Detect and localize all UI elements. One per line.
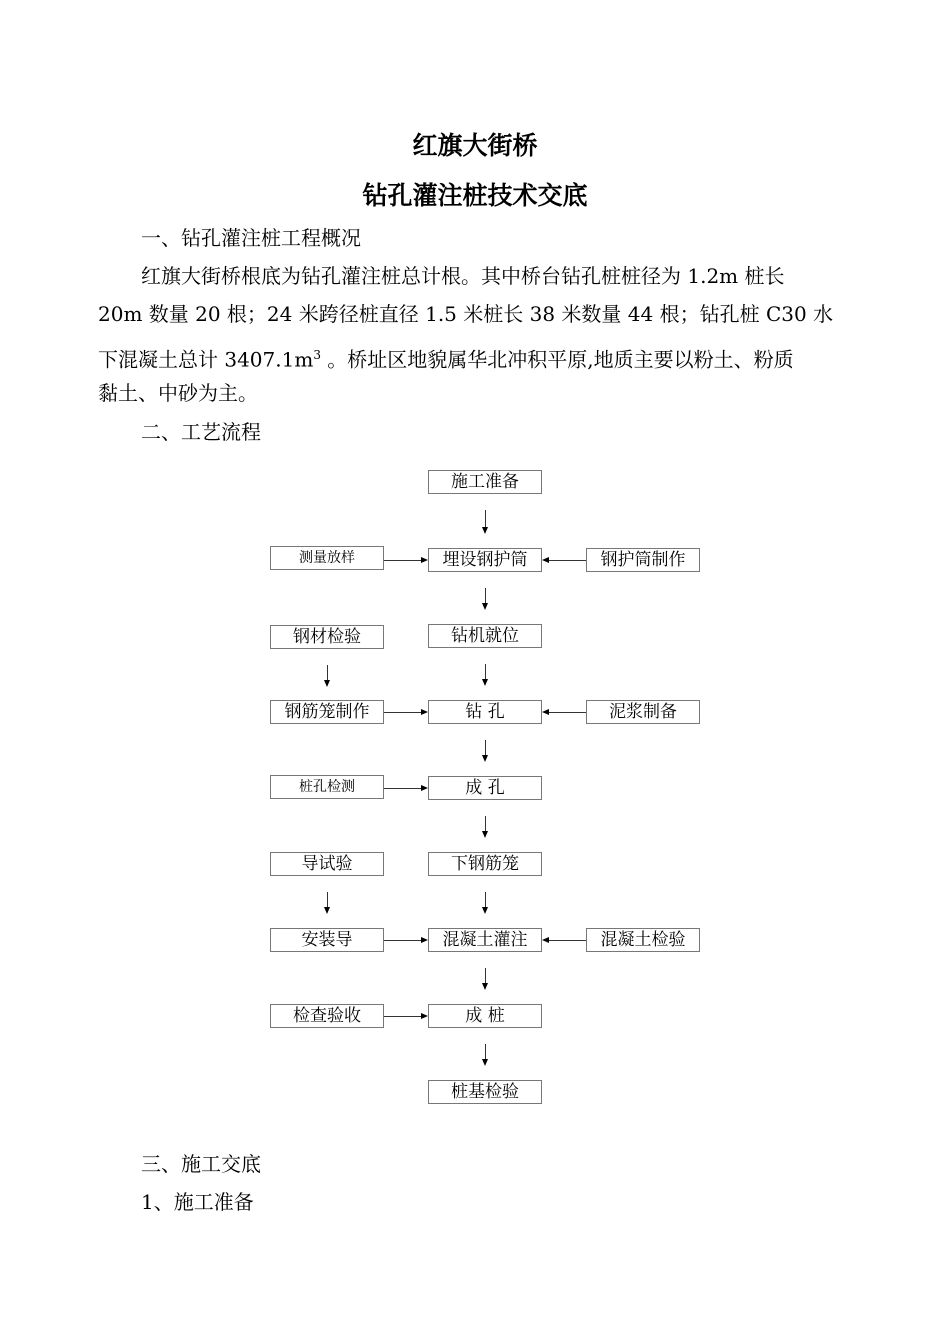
- arrow-head-down: [482, 603, 488, 610]
- section1-heading: 一、钻孔灌注桩工程概况: [141, 226, 361, 250]
- arrow-head-down: [482, 755, 488, 762]
- flow-box-rig-position: 钻机就位: [428, 624, 542, 648]
- arrow-head-down: [482, 1059, 488, 1066]
- arrow-line: [485, 892, 486, 908]
- arrow-line: [384, 1016, 422, 1017]
- paragraph-line-4: 黏土、中砂为主。: [98, 381, 258, 405]
- flow-box-drilling: 钻 孔: [428, 700, 542, 724]
- arrow-head-left: [542, 557, 549, 563]
- arrow-line: [384, 940, 422, 941]
- arrow-head-down: [324, 680, 330, 687]
- document-subtitle: 钻孔灌注桩技术交底: [362, 181, 588, 210]
- flow-box-cage-make: 钢筋笼制作: [270, 700, 384, 724]
- flow-box-steel-check: 钢材检验: [270, 625, 384, 649]
- arrow-line: [485, 816, 486, 832]
- flow-box-concrete-pour: 混凝土灌注: [428, 928, 542, 952]
- flow-box-casing-make: 钢护筒制作: [586, 548, 700, 572]
- flow-box-casing-bury: 埋设钢护筒: [428, 548, 542, 572]
- flow-box-hole-done: 成 孔: [428, 776, 542, 800]
- arrow-head-down: [482, 831, 488, 838]
- paragraph-line-1: 红旗大街桥根底为钻孔灌注桩总计根。其中桥台钻孔桩桩径为 1.2m 桩长: [141, 264, 785, 288]
- flow-box-survey: 测量放样: [270, 546, 384, 570]
- flow-box-concrete-check: 混凝土检验: [586, 928, 700, 952]
- arrow-line: [485, 588, 486, 604]
- arrow-line: [485, 510, 486, 528]
- flow-box-foundation-test: 桩基检验: [428, 1080, 542, 1104]
- arrow-head-right: [421, 937, 428, 943]
- arrow-line: [485, 664, 486, 680]
- arrow-line: [549, 940, 586, 941]
- section3-heading: 三、施工交底: [141, 1152, 261, 1176]
- arrow-head-down: [482, 907, 488, 914]
- arrow-head-down: [482, 983, 488, 990]
- flow-box-inspect-accept: 检查验收: [270, 1004, 384, 1028]
- paragraph-line-3: [98, 343, 794, 372]
- arrow-head-down: [482, 679, 488, 686]
- arrow-line: [384, 560, 422, 561]
- superscript-3: 3: [313, 348, 321, 362]
- flow-box-cage-lower: 下钢筋笼: [428, 852, 542, 876]
- subsection-1-heading: 1、施工准备: [141, 1190, 254, 1214]
- flow-box-tremie-install: 安装导: [270, 928, 384, 952]
- arrow-head-down: [482, 527, 488, 534]
- flow-box-tremie-test: 导试验: [270, 852, 384, 876]
- arrow-head-right: [421, 709, 428, 715]
- arrow-head-left: [542, 937, 549, 943]
- arrow-line: [327, 892, 328, 908]
- arrow-line: [327, 665, 328, 681]
- arrow-line: [549, 560, 586, 561]
- section2-heading: 二、工艺流程: [141, 420, 261, 444]
- arrow-line: [384, 712, 422, 713]
- flow-box-pile-done: 成 桩: [428, 1004, 542, 1028]
- arrow-head-down: [324, 907, 330, 914]
- paragraph-line-3b: 。桥址区地貌属华北冲积平原,地质主要以粉土、粉质: [320, 347, 794, 372]
- flow-box-prep: 施工准备: [428, 470, 542, 494]
- paragraph-line-3a: 下混凝土总计 3407.1m: [98, 347, 314, 372]
- arrow-line: [485, 968, 486, 984]
- paragraph-line-2: 20m 数量 20 根；24 米跨径桩直径 1.5 米桩长 38 米数量 44 根；钻孔桩 C30 水: [98, 302, 834, 326]
- arrow-head-right: [421, 1013, 428, 1019]
- arrow-line: [485, 740, 486, 756]
- flow-box-hole-check: 桩孔检测: [270, 775, 384, 799]
- arrow-line: [485, 1044, 486, 1060]
- arrow-line: [384, 788, 422, 789]
- document-title: 红旗大街桥: [412, 131, 538, 160]
- arrow-head-right: [421, 557, 428, 563]
- flow-box-mud-prep: 泥浆制备: [586, 700, 700, 724]
- arrow-head-left: [542, 709, 549, 715]
- arrow-head-right: [421, 785, 428, 791]
- arrow-line: [549, 712, 586, 713]
